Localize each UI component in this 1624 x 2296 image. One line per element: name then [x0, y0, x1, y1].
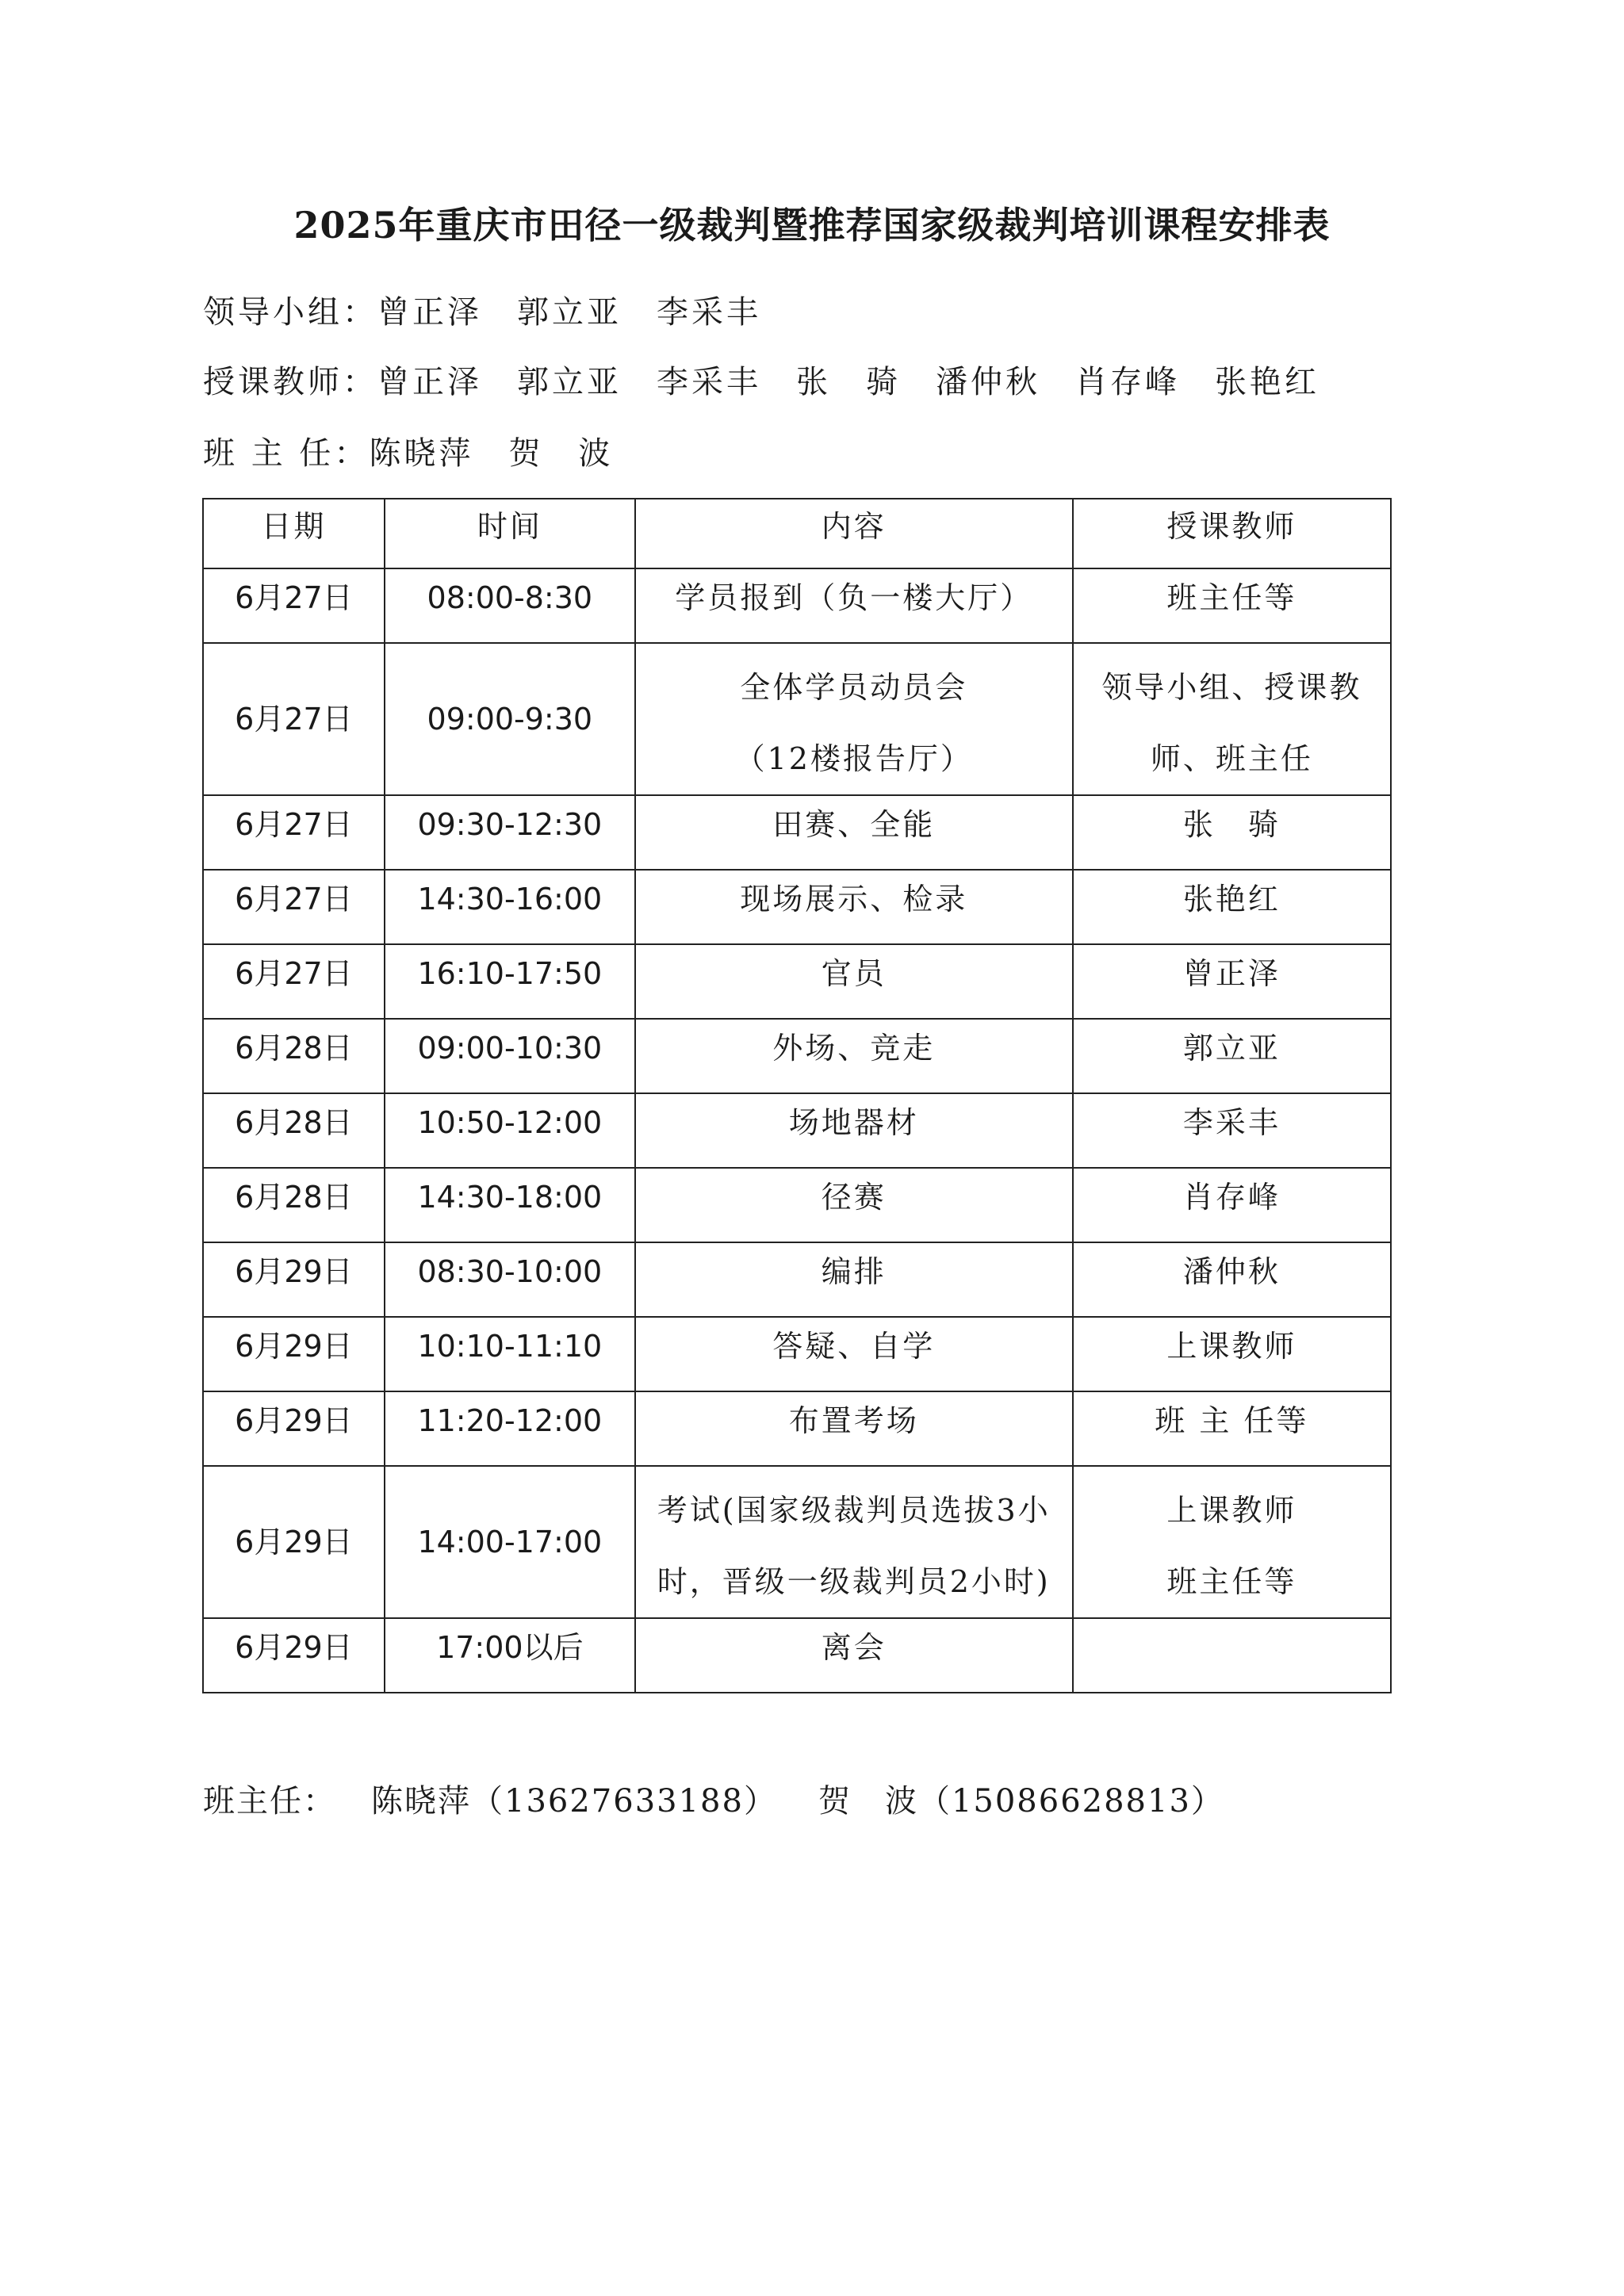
cell-teacher	[1073, 1391, 1391, 1466]
document-title: 2025年重庆市田径一级裁判暨推荐国家级裁判培训课程安排表	[293, 204, 1331, 247]
head-teacher-name: 陈晓萍	[369, 435, 474, 472]
cell-content	[635, 1168, 1073, 1242]
cell-content-line: 现场展示、检录	[740, 882, 968, 916]
cell-content	[635, 795, 1073, 870]
cell-teacher-line: 李采丰	[1182, 1105, 1281, 1140]
cell-teacher	[1073, 643, 1391, 795]
cell-date: 6月29日	[203, 1466, 385, 1618]
cell-date: 6月28日	[203, 1093, 385, 1168]
cell-content	[635, 1019, 1073, 1093]
cell-teacher-line: 班主任等	[1166, 580, 1297, 615]
cell-time: 14:00-17:00	[385, 1466, 635, 1618]
cell-date: 6月27日	[203, 568, 385, 643]
cell-date: 6月29日	[203, 1242, 385, 1317]
cell-teacher	[1073, 1618, 1391, 1693]
head-teacher-label: 班 主 任：	[203, 435, 370, 472]
contact-entry: 陈晓萍（13627633188）	[371, 1783, 777, 1820]
cell-content	[635, 643, 1073, 795]
leaders-line	[203, 287, 796, 332]
cell-date: 6月28日	[203, 1168, 385, 1242]
table-row	[203, 1019, 1391, 1093]
cell-teacher	[1073, 870, 1391, 944]
cell-teacher	[1073, 568, 1391, 643]
cell-teacher-line: 班 主 任等	[1155, 1403, 1309, 1438]
table-row	[203, 1618, 1391, 1693]
cell-date: 6月27日	[203, 944, 385, 1019]
cell-content-line: 编排	[821, 1254, 887, 1289]
cell-content	[635, 1317, 1073, 1391]
teacher-name: 曾正泽	[377, 364, 482, 400]
cell-content	[635, 870, 1073, 944]
header-date: 日期	[203, 499, 385, 568]
teacher-name: 张 骑	[796, 364, 901, 400]
head-teacher-name: 贺 波	[508, 435, 614, 472]
cell-teacher	[1073, 1242, 1391, 1317]
cell-content-line: 场地器材	[788, 1105, 919, 1140]
cell-content-line: 外场、竞走	[772, 1031, 936, 1066]
cell-time: 11:20-12:00	[385, 1391, 635, 1466]
cell-content-line: 全体学员动员会	[740, 670, 968, 705]
cell-date: 6月29日	[203, 1317, 385, 1391]
cell-date: 6月27日	[203, 870, 385, 944]
table-row	[203, 795, 1391, 870]
cell-time: 09:00-10:30	[385, 1019, 635, 1093]
cell-teacher-line: 张艳红	[1182, 882, 1281, 916]
cell-date: 6月27日	[203, 795, 385, 870]
teachers-line	[203, 357, 1354, 402]
header-time: 时间	[385, 499, 635, 568]
table-row	[203, 1466, 1391, 1618]
cell-time: 10:10-11:10	[385, 1317, 635, 1391]
table-header-row	[203, 499, 1391, 568]
cell-teacher-line: 曾正泽	[1182, 956, 1281, 991]
cell-teacher-line: 领导小组、授课教	[1101, 670, 1362, 705]
cell-date: 6月27日	[203, 643, 385, 795]
cell-content	[635, 1242, 1073, 1317]
footer-label: 班主任：	[203, 1783, 336, 1820]
cell-time: 09:00-9:30	[385, 643, 635, 795]
table-row	[203, 1317, 1391, 1391]
cell-content	[635, 1093, 1073, 1168]
leaders-label: 领导小组：	[203, 294, 377, 331]
header-teacher: 授课教师	[1073, 499, 1391, 568]
cell-time: 16:10-17:50	[385, 944, 635, 1019]
leader-name: 李采丰	[657, 294, 761, 331]
cell-teacher-line: 上课教师	[1166, 1493, 1297, 1528]
cell-content-line: 离会	[821, 1630, 887, 1665]
cell-content-line: 官员	[821, 956, 887, 991]
cell-teacher-line: 师、班主任	[1150, 741, 1313, 776]
cell-teacher	[1073, 1019, 1391, 1093]
table-row	[203, 1391, 1391, 1466]
cell-time: 08:30-10:00	[385, 1242, 635, 1317]
cell-teacher-line: 张 骑	[1182, 807, 1281, 842]
cell-content-line: 布置考场	[788, 1403, 919, 1438]
cell-teacher-line: 郭立亚	[1182, 1031, 1281, 1066]
header-content: 内容	[635, 499, 1073, 568]
cell-content-line: 田赛、全能	[772, 807, 936, 842]
cell-teacher-line: 肖存峰	[1182, 1180, 1281, 1215]
cell-content	[635, 568, 1073, 643]
table-row	[203, 944, 1391, 1019]
cell-date: 6月28日	[203, 1019, 385, 1093]
leader-name: 郭立亚	[517, 294, 622, 331]
table-row	[203, 1093, 1391, 1168]
teacher-name: 肖存峰	[1075, 364, 1180, 400]
table-row	[203, 568, 1391, 643]
cell-teacher	[1073, 795, 1391, 870]
cell-time: 08:00-8:30	[385, 568, 635, 643]
cell-time: 09:30-12:30	[385, 795, 635, 870]
teacher-name: 郭立亚	[517, 364, 622, 400]
teachers-label: 授课教师：	[203, 364, 377, 400]
cell-content	[635, 1618, 1073, 1693]
schedule-table	[202, 498, 1392, 1693]
cell-content-line: 学员报到（负一楼大厅）	[675, 580, 1033, 615]
cell-time: 14:30-18:00	[385, 1168, 635, 1242]
teacher-name: 潘仲秋	[936, 364, 1040, 400]
cell-teacher-line: 上课教师	[1166, 1329, 1297, 1364]
cell-content-line: 考试(国家级裁判员选拔3小	[657, 1493, 1051, 1528]
cell-content	[635, 944, 1073, 1019]
cell-teacher-line: 潘仲秋	[1182, 1254, 1281, 1289]
head-teacher-line	[203, 428, 648, 473]
cell-content-line: 时，晋级一级裁判员2小时)	[657, 1564, 1051, 1599]
cell-content-line: 径赛	[821, 1180, 887, 1215]
table-row	[203, 1242, 1391, 1317]
cell-content	[635, 1391, 1073, 1466]
table-row	[203, 870, 1391, 944]
footer-contacts	[203, 1776, 1224, 1821]
cell-content	[635, 1466, 1073, 1618]
schedule-body	[203, 568, 1391, 1693]
teacher-name: 张艳红	[1215, 364, 1320, 400]
cell-teacher	[1073, 1317, 1391, 1391]
leader-name: 曾正泽	[377, 294, 482, 331]
cell-content-line: 答疑、自学	[772, 1329, 936, 1364]
cell-content-line: （12楼报告厅）	[734, 741, 973, 776]
table-row	[203, 643, 1391, 795]
cell-teacher	[1073, 944, 1391, 1019]
teacher-name: 李采丰	[657, 364, 761, 400]
cell-teacher	[1073, 1093, 1391, 1168]
cell-time: 17:00以后	[385, 1618, 635, 1693]
cell-time: 10:50-12:00	[385, 1093, 635, 1168]
cell-teacher	[1073, 1466, 1391, 1618]
table-row	[203, 1168, 1391, 1242]
contact-entry: 贺 波（15086628813）	[818, 1783, 1224, 1820]
cell-date: 6月29日	[203, 1391, 385, 1466]
cell-time: 14:30-16:00	[385, 870, 635, 944]
cell-teacher-line: 班主任等	[1166, 1564, 1297, 1599]
cell-date: 6月29日	[203, 1618, 385, 1693]
cell-teacher	[1073, 1168, 1391, 1242]
